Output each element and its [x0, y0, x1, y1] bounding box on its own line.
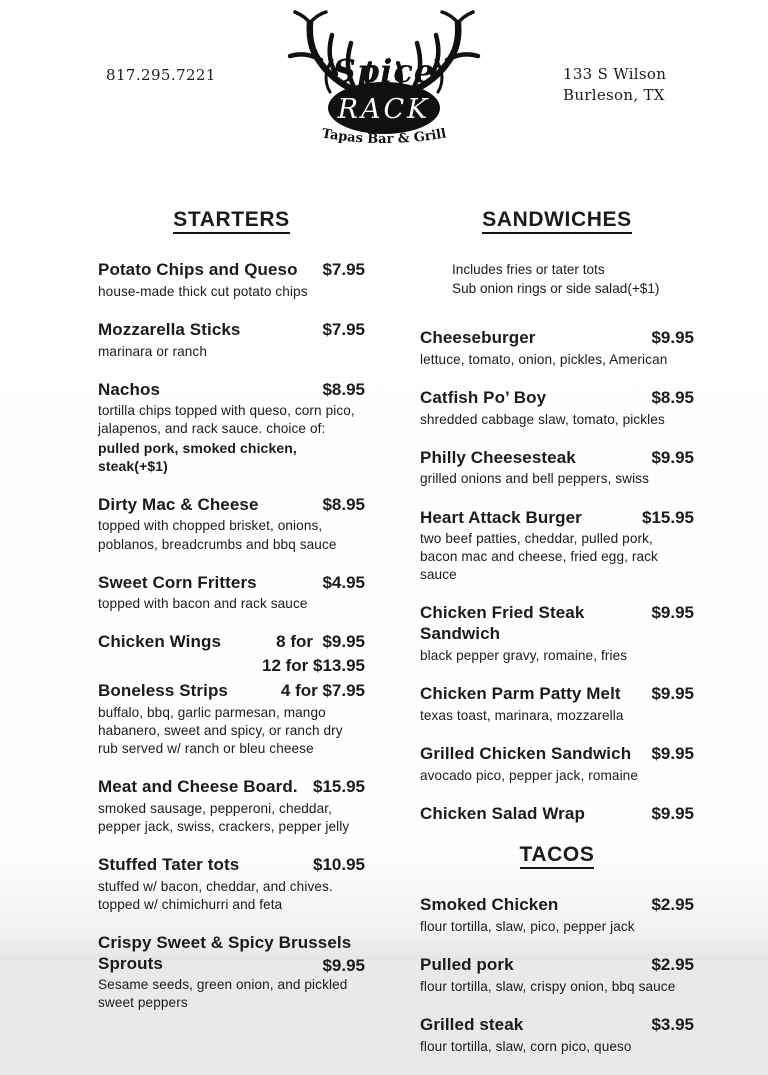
section-title-text: STARTERS [173, 208, 289, 234]
address [563, 64, 666, 106]
item-description: stuffed w/ bacon, cheddar, and chives. topped w/ chimichurri and feta [98, 878, 333, 912]
item-description: tortilla chips topped with queso, corn pico, jalapenos, and rack sauce. choice of: [98, 403, 355, 437]
item-name: Chicken Salad Wrap [420, 803, 585, 823]
item-name: Chicken Fried Steak Sandwich [420, 603, 585, 644]
item-description: shredded cabbage slaw, tomato, pickles [420, 411, 665, 427]
item-price: $7.95 [322, 319, 365, 339]
item-price: $10.95 [313, 855, 365, 875]
menu-item-chicken-fried-steak-sandwich [420, 603, 694, 665]
item-description: smoked sausage, pepperoni, cheddar, pepper jack, swiss, crackers, pepper jelly [98, 800, 350, 834]
menu-item-boneless-strips [98, 681, 365, 758]
item-description: flour tortilla, slaw, pico, pepper jack [420, 919, 635, 935]
item-name: Chicken Wings [98, 632, 221, 652]
sandwiches-note-line2: Sub onion rings or side salad(+$1) [452, 281, 660, 297]
item-name: Grilled Chicken Sandwich [420, 743, 632, 763]
item-name: Sweet Corn Fritters [98, 572, 257, 592]
item-price: $8.95 [322, 379, 365, 399]
item-description: two beef patties, cheddar, pulled pork, bacon mac and cheese, fried egg, rack sauce [420, 531, 658, 583]
item-description: buffalo, bbq, garlic parmesan, mango habanero, sweet and spicy, or ranch dry rub served w/ ranch or bleu cheese [98, 704, 343, 757]
item-description: avocado pico, pepper jack, romaine [420, 767, 639, 783]
item-name: Mozzarella Sticks [98, 319, 241, 339]
item-price: $9.95 [651, 447, 694, 467]
item-description: topped with chopped brisket, onions, poblanos, breadcrumbs and bbq sauce [98, 518, 337, 552]
item-description: grilled onions and bell peppers, swiss [420, 471, 649, 487]
item-description: marinara or ranch [98, 343, 207, 359]
menu-item-chicken-salad-wrap [420, 804, 694, 825]
menu-item-pulled-pork-taco [420, 955, 694, 996]
menu-item-philly-cheesesteak [420, 448, 694, 489]
item-price: $9.95 [651, 684, 694, 704]
menu-item-grilled-steak-taco [420, 1015, 694, 1056]
item-name: Heart Attack Burger [420, 507, 582, 527]
item-name: Potato Chips and Queso [98, 260, 298, 279]
menu-item-stuffed-tater-tots [98, 855, 365, 914]
menu-item-mozzarella-sticks [98, 320, 365, 361]
menu-item-grilled-chicken-sandwich [420, 744, 694, 785]
item-name: Grilled steak [420, 1015, 524, 1034]
item-price: $3.95 [651, 1015, 694, 1034]
antlers-logo-graphic [265, 10, 503, 152]
item-price: $2.95 [651, 955, 694, 975]
menu-body [0, 208, 768, 1075]
menu-item-sweet-corn-fritters [98, 573, 365, 614]
item-price: $15.95 [642, 507, 694, 527]
item-description-options: pulled pork, smoked chicken, steak(+$1) [98, 439, 297, 475]
item-price: $7.95 [322, 260, 365, 279]
section-title-starters [98, 208, 365, 232]
menu-item-heart-attack-burger [420, 508, 694, 585]
item-name: Meat and Cheese Board. [98, 777, 298, 797]
item-name: Crispy Sweet & Spicy Brussels Sprouts [98, 932, 352, 973]
restaurant-logo [265, 10, 503, 157]
header [0, 0, 768, 158]
logo-name-top: Spice [332, 52, 436, 90]
logo-tagline-text: Tapas Bar & Grill [320, 126, 448, 148]
item-price: $4.95 [322, 572, 365, 592]
item-name: Dirty Mac & Cheese [98, 494, 259, 514]
menu-item-chicken-parm-patty-melt [420, 684, 694, 725]
sandwiches-note [452, 260, 694, 298]
item-price: $2.95 [651, 895, 694, 915]
item-price: $8.95 [651, 387, 694, 407]
item-description: house-made thick cut potato chips [98, 283, 308, 299]
item-price: $9.95 [322, 955, 365, 975]
item-name: Cheeseburger [420, 328, 536, 348]
menu-item-brussels-sprouts [98, 933, 365, 1013]
item-description: texas toast, marinara, mozzarella [420, 707, 624, 723]
item-price: $15.95 [313, 777, 365, 797]
item-description: black pepper gravy, romaine, fries [420, 647, 628, 663]
address-line2: Burleson, TX [563, 86, 665, 104]
section-title-sandwiches [420, 208, 694, 232]
item-description: flour tortilla, slaw, corn pico, queso [420, 1038, 632, 1054]
logo-name-main: RACK [337, 94, 431, 125]
section-title-text: TACOS [520, 843, 595, 869]
section-title-tacos [420, 843, 694, 867]
address-line1: 133 S Wilson [563, 65, 667, 83]
item-name: Philly Cheesesteak [420, 447, 576, 467]
menu-item-meat-and-cheese-board [98, 777, 365, 836]
menu-item-smoked-chicken-taco [420, 895, 694, 936]
item-price: 4 for $7.95 [280, 681, 365, 701]
item-description: flour tortilla, slaw, crispy onion, bbq sauce [420, 978, 676, 994]
sandwiches-note-line1: Includes fries or tater tots [452, 262, 605, 277]
item-name: Boneless Strips [98, 681, 228, 701]
item-price: $9.95 [651, 328, 694, 348]
item-price: $9.95 [651, 603, 694, 623]
item-price: $9.95 [651, 803, 694, 823]
item-price: $9.95 [651, 743, 694, 763]
phone-number: 817.295.7221 [106, 66, 216, 84]
section-title-text: SANDWICHES [482, 208, 632, 234]
item-price: $8.95 [322, 494, 365, 514]
item-description: Sesame seeds, green onion, and pickled sweet peppers [98, 977, 348, 1011]
column-starters [98, 208, 365, 1075]
item-description: topped with bacon and rack sauce [98, 596, 308, 612]
column-sandwiches-tacos [420, 208, 694, 1075]
item-price: 8 for $9.95 [276, 632, 365, 652]
item-name: Chicken Parm Patty Melt [420, 684, 621, 704]
menu-item-nachos [98, 380, 365, 476]
item-name: Stuffed Tater tots [98, 855, 240, 875]
item-description: lettuce, tomato, onion, pickles, American [420, 351, 668, 367]
item-name: Nachos [98, 379, 161, 399]
menu-item-potato-chips-and-queso [98, 260, 365, 301]
item-name: Pulled pork [420, 955, 514, 975]
item-price-alt: 12 for $13.95 [261, 656, 365, 676]
menu-item-chicken-wings [98, 632, 365, 676]
item-name: Smoked Chicken [420, 895, 559, 915]
item-name: Catfish Po’ Boy [420, 387, 547, 407]
menu-item-dirty-mac-and-cheese [98, 495, 365, 554]
menu-item-catfish-po-boy [420, 388, 694, 429]
menu-item-cheeseburger [420, 328, 694, 369]
